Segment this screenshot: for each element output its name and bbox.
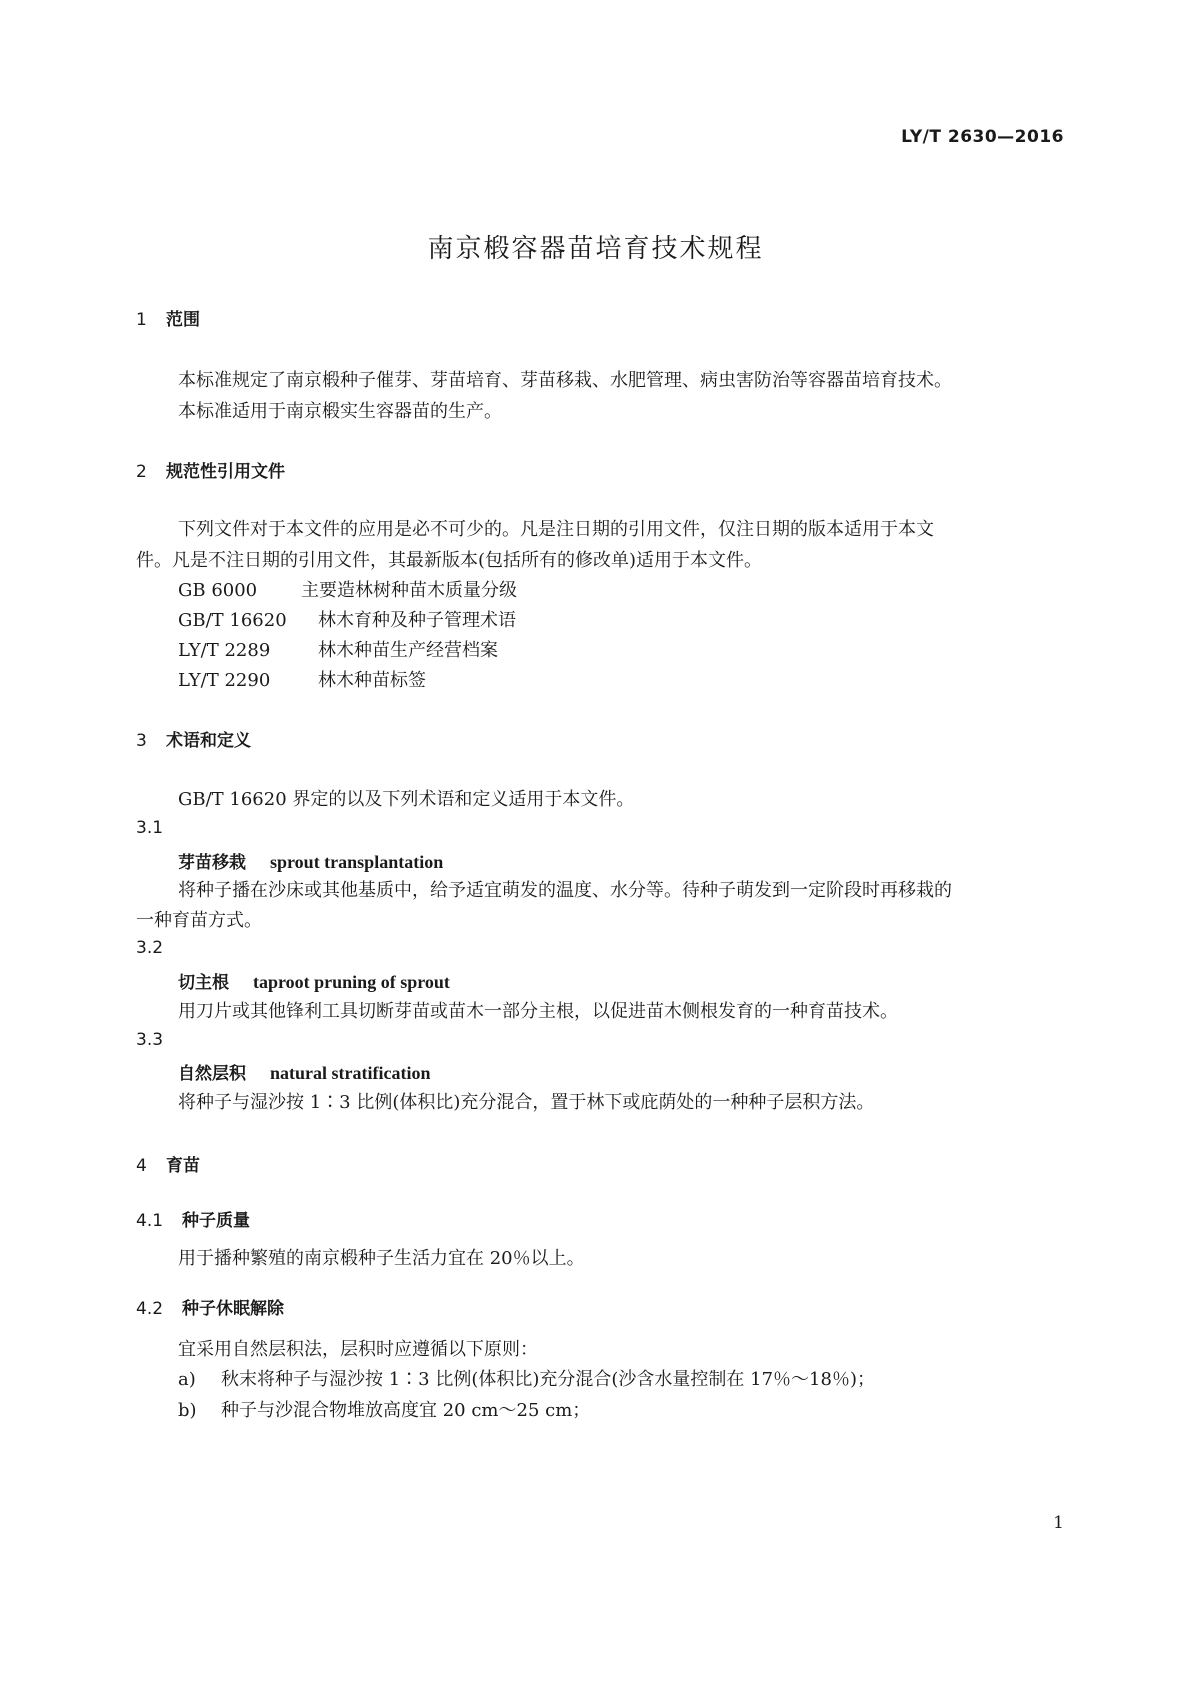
subsection-number: 4.1	[136, 1211, 164, 1231]
subsection-title: 种子休眠解除	[182, 1299, 284, 1319]
section-number: 4	[136, 1156, 147, 1176]
section-number: 1	[136, 310, 147, 330]
term-definition: 将种子与湿沙按 1∶3 比例(体积比)充分混合，置于林下或庇荫处的一种种子层积方法。	[178, 1092, 875, 1113]
section-title: 育苗	[166, 1156, 200, 1176]
term-english: taproot pruning of sprout	[253, 972, 450, 992]
reference-code: GB 6000	[178, 580, 258, 601]
subsection-title: 种子质量	[182, 1211, 250, 1231]
list-item-label: a)	[178, 1369, 196, 1390]
section-title: 术语和定义	[166, 731, 251, 751]
list-item-text: 秋末将种子与湿沙按 1∶3 比例(体积比)充分混合(沙含水量控制在 17％～18％)；	[221, 1369, 875, 1390]
term-definition-continuation: 一种育苗方式。	[136, 910, 262, 931]
paragraph: 下列文件对于本文件的应用是必不可少的。凡是注日期的引用文件，仅注日期的版本适用于本文	[178, 519, 934, 540]
term-chinese: 芽苗移栽	[178, 853, 246, 873]
term-heading	[178, 848, 443, 873]
term-chinese: 切主根	[178, 973, 229, 993]
reference-code: GB/T 16620	[178, 610, 287, 631]
reference-item	[178, 636, 498, 662]
reference-title: 林木种苗生产经营档案	[318, 640, 498, 661]
paragraph: 用于播种繁殖的南京椴种子生活力宜在 20％以上。	[178, 1248, 585, 1269]
section-3-heading	[136, 726, 251, 751]
list-item-text: 种子与沙混合物堆放高度宜 20 cm～25 cm；	[221, 1400, 591, 1421]
page-title: 南京椴容器苗培育技术规程	[427, 234, 764, 264]
paragraph: GB/T 16620 界定的以及下列术语和定义适用于本文件。	[178, 789, 635, 810]
term-heading	[178, 968, 450, 993]
term-heading	[178, 1059, 430, 1084]
term-english: sprout transplantation	[270, 852, 444, 872]
reference-title: 主要造林树种苗木质量分级	[301, 580, 517, 601]
reference-code: LY/T 2289	[178, 640, 271, 661]
term-english: natural stratification	[270, 1063, 431, 1083]
reference-title: 林木种苗标签	[318, 670, 426, 691]
reference-item	[178, 606, 516, 632]
subsection-4-1-heading	[136, 1206, 250, 1231]
subsection-number: 4.2	[136, 1299, 164, 1319]
reference-item	[178, 666, 426, 692]
reference-item	[178, 576, 517, 602]
section-number: 3	[136, 731, 147, 751]
section-number: 2	[136, 462, 147, 482]
term-number: 3.3	[136, 1030, 164, 1050]
standard-number: LY/T 2630—2016	[901, 127, 1064, 147]
page-number: 1	[1053, 1513, 1064, 1533]
section-title: 规范性引用文件	[166, 462, 285, 482]
section-2-heading	[136, 457, 285, 482]
list-item-label: b)	[178, 1400, 197, 1421]
paragraph-continuation: 件。凡是不注日期的引用文件，其最新版本(包括所有的修改单)适用于本文件。	[136, 550, 763, 571]
list-item	[178, 1365, 875, 1391]
term-definition: 将种子播在沙床或其他基质中，给予适宜萌发的温度、水分等。待种子萌发到一定阶段时再移栽的	[178, 880, 952, 901]
paragraph: 本标准规定了南京椴种子催芽、芽苗培育、芽苗移栽、水肥管理、病虫害防治等容器苗培育技术。	[178, 370, 952, 391]
reference-title: 林木育种及种子管理术语	[318, 610, 516, 631]
subsection-4-2-heading	[136, 1294, 284, 1319]
section-4-heading	[136, 1151, 200, 1176]
section-title: 范围	[166, 310, 200, 330]
section-1-heading	[136, 305, 200, 330]
paragraph: 本标准适用于南京椴实生容器苗的生产。	[178, 401, 502, 422]
paragraph: 宜采用自然层积法，层积时应遵循以下原则：	[178, 1339, 538, 1360]
term-number: 3.1	[136, 818, 164, 838]
term-number: 3.2	[136, 938, 164, 958]
reference-code: LY/T 2290	[178, 670, 271, 691]
term-chinese: 自然层积	[178, 1064, 246, 1084]
term-definition: 用刀片或其他锋利工具切断芽苗或苗木一部分主根，以促进苗木侧根发育的一种育苗技术。	[178, 1001, 898, 1022]
list-item	[178, 1396, 590, 1422]
